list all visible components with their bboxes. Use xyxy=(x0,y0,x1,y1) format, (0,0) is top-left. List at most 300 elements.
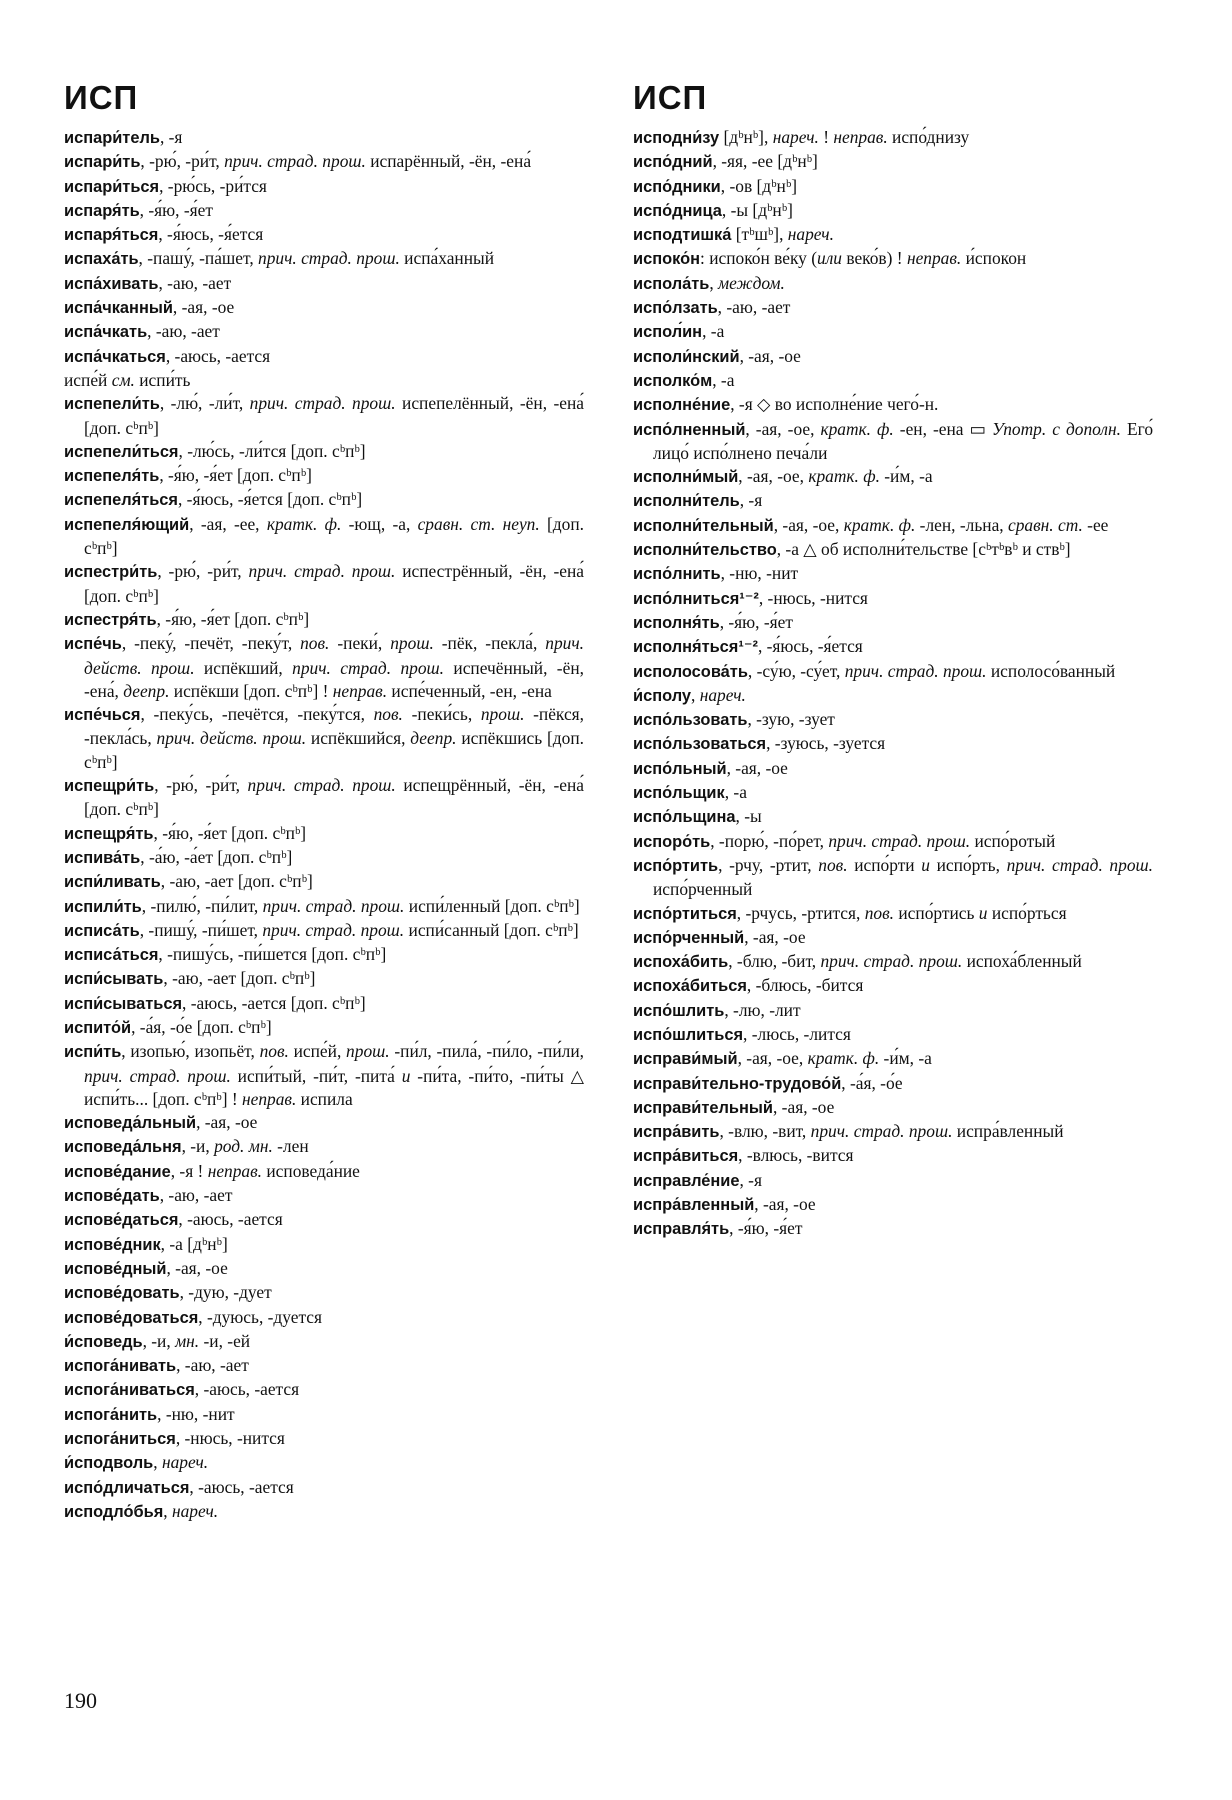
dictionary-entry xyxy=(64,1476,584,1500)
entry-text: , -ню, -нит xyxy=(720,563,799,584)
headword: испепеля́ться xyxy=(64,491,178,510)
headword: испепеля́ть xyxy=(64,467,160,486)
headword: испоха́бить xyxy=(633,953,729,972)
dictionary-entry xyxy=(64,199,584,223)
entry-text: испепелённый, -ён, -ена́ [доп. сᵇпᵇ] xyxy=(84,393,584,438)
headword: испове́дать xyxy=(64,1187,160,1206)
dictionary-entry xyxy=(633,732,1153,756)
headword: испога́ниваться xyxy=(64,1381,195,1400)
dictionary-entry xyxy=(633,854,1153,902)
entry-text: , -ню, -нит xyxy=(157,1403,235,1424)
headword: исповеда́льный xyxy=(64,1114,197,1133)
running-header-right: ИСП xyxy=(633,79,708,116)
grammar-note: пов. xyxy=(864,902,895,923)
entry-text: испе́й xyxy=(64,369,112,390)
entry-text: [дᵇнᵇ], xyxy=(719,127,773,147)
entry-text: -ее xyxy=(1082,514,1109,535)
entry-text: -пи́та, -пи́то, -пи́ты △ испи́ть... [доп. сᵇпᵇ] ! xyxy=(84,1065,584,1109)
dictionary-entry xyxy=(633,1144,1153,1168)
entry-text: -и́м, -а xyxy=(879,466,933,487)
grammar-note: прич. страд. прош. xyxy=(84,1065,231,1086)
dictionary-entry xyxy=(633,175,1153,199)
headword: испестри́ть xyxy=(64,563,158,582)
grammar-note: прош. xyxy=(346,1041,390,1062)
dictionary-entry xyxy=(64,1403,584,1427)
entry-text: , -а △ об исполни́тельстве [сᵇтᵇвᵇ и ствᵇ] xyxy=(776,539,1071,560)
entry-text: испила xyxy=(296,1088,353,1109)
entry-text: , -я́юсь, -я́ется xyxy=(158,224,264,245)
entry-text: , -я́ю, -я́ет [доп. сᵇпᵇ] xyxy=(159,465,312,486)
entry-text: , -ов [дᵇнᵇ] xyxy=(720,175,798,196)
grammar-note: род. мн. xyxy=(214,1136,273,1157)
dictionary-entry xyxy=(64,175,584,199)
headword: испра́вленный xyxy=(633,1196,755,1215)
dictionary-entry xyxy=(64,320,584,344)
headword: испо́лнить xyxy=(633,565,721,584)
grammar-note: деепр. xyxy=(123,680,170,701)
grammar-note: пов. xyxy=(373,704,403,725)
grammar-note: кратк. ф. xyxy=(266,513,342,534)
headword: испо́льщина xyxy=(633,808,736,827)
entry-text: : испоко́н ве́ку ( xyxy=(700,248,818,269)
dictionary-entry xyxy=(633,1120,1153,1144)
dictionary-entry xyxy=(633,830,1153,854)
entry-text: испе́ченный, -ен, -ена xyxy=(387,680,552,701)
dictionary-entry xyxy=(633,1072,1153,1096)
headword: испили́ть xyxy=(64,897,142,916)
grammar-note: неправ. xyxy=(906,248,962,269)
dictionary-entry xyxy=(64,440,584,464)
headword: испи́ть xyxy=(64,1043,122,1062)
headword: испаха́ть xyxy=(64,250,139,269)
running-header-left: ИСП xyxy=(64,79,139,116)
grammar-note: прош. xyxy=(390,633,434,654)
headword: испо́лзать xyxy=(633,299,718,318)
entry-text: -пи́л, -пила́, -пи́ло, -пи́ли, xyxy=(389,1041,584,1062)
dictionary-entry xyxy=(64,1354,584,1378)
entry-text: , -а́ю, -а́ет [доп. сᵇпᵇ] xyxy=(140,846,293,867)
dictionary-entry xyxy=(64,488,584,512)
entry-text: , -дую, -дует xyxy=(179,1282,272,1303)
dictionary-entry xyxy=(64,1040,584,1111)
entry-text: , -рю́сь, -ри́тся xyxy=(159,175,267,196)
headword: испо́льзовать xyxy=(633,711,748,730)
headword: исписа́ть xyxy=(64,921,140,940)
grammar-note: сравн. ст. неуп. xyxy=(417,513,540,534)
dictionary-entry xyxy=(633,223,1153,247)
dictionary-entry xyxy=(64,1111,584,1135)
dictionary-entry xyxy=(64,513,584,561)
dictionary-entry xyxy=(64,967,584,991)
entry-text: , -я́юсь, -я́ется xyxy=(757,636,863,657)
dictionary-entry xyxy=(64,1306,584,1330)
entry-text: , -ая, -ое, xyxy=(745,418,821,439)
entry-text: , -ая, -ое, xyxy=(737,1048,808,1069)
entry-text: , -аю, -ает xyxy=(159,1185,233,1206)
headword: испо́льный xyxy=(633,759,727,778)
dictionary-entry xyxy=(64,247,584,271)
dictionary-entry xyxy=(633,1193,1153,1217)
dictionary-entry xyxy=(633,199,1153,223)
entry-text: , -а́я, -о́е xyxy=(841,1072,903,1093)
headword: испива́ть xyxy=(64,848,141,867)
grammar-note: прич. действ. прош. xyxy=(84,633,584,678)
headword: исполня́ть xyxy=(633,613,720,632)
entry-text: , -аю, -ает xyxy=(147,321,220,342)
entry-text: , -дуюсь, -дуется xyxy=(198,1306,322,1327)
entry-text: , -аю, -ает [доп. сᵇпᵇ] xyxy=(163,968,316,989)
entry-text: ! xyxy=(818,127,834,147)
entry-text: , xyxy=(709,272,719,293)
entry-text: , -блюсь, -бится xyxy=(746,975,864,996)
entry-text: , -я́ю, -я́ет [доп. сᵇпᵇ] xyxy=(156,608,310,629)
entry-text: , -я xyxy=(159,127,183,147)
entry-text: испи́тый, -пи́т, -пита́ xyxy=(230,1065,402,1086)
headword: испра́виться xyxy=(633,1147,739,1166)
headword: испари́тель xyxy=(64,129,160,147)
entry-text: , -порю́, -по́рет, xyxy=(710,830,829,851)
headword: исполни́тельный xyxy=(633,516,774,535)
entry-text: , xyxy=(691,684,700,705)
dictionary-entry xyxy=(633,926,1153,950)
grammar-note: прич. страд. прош. xyxy=(292,657,445,678)
entry-text: , -ая, -ое xyxy=(172,297,235,318)
dictionary-entry xyxy=(633,489,1153,513)
entry-text: , xyxy=(153,1452,162,1473)
entry-text: исповеда́ние xyxy=(262,1160,360,1181)
headword: испове́доваться xyxy=(64,1308,199,1327)
entry-text: , -а xyxy=(724,782,747,803)
entry-text: испестрённый, -ён, -ена́ [доп. сᵇпᵇ] xyxy=(84,561,584,606)
dictionary-entry xyxy=(633,345,1153,369)
entry-text: испо́рти xyxy=(847,854,922,875)
headword: исписа́ться xyxy=(64,946,159,965)
headword: исправле́ние xyxy=(633,1171,740,1190)
grammar-note: и xyxy=(978,902,988,923)
dictionary-entry xyxy=(64,1281,584,1305)
dictionary-entry xyxy=(64,223,584,247)
headword: исподло́бья xyxy=(64,1502,164,1521)
headword: испо́дличаться xyxy=(64,1478,190,1497)
entry-text: , -я́ю, -я́ет xyxy=(719,611,793,632)
dictionary-entry xyxy=(64,1135,584,1159)
entry-text: испёкши [доп. сᵇпᵇ] ! xyxy=(169,680,333,701)
dictionary-entry xyxy=(64,464,584,488)
grammar-note: мн. xyxy=(175,1330,200,1351)
entry-text: , -ая, -ое xyxy=(166,1257,228,1278)
entries-right xyxy=(633,126,1153,1242)
headword: испоха́биться xyxy=(633,977,747,996)
entry-text: , -лю́сь, -ли́тся [доп. сᵇпᵇ] xyxy=(178,440,366,461)
headword: испепеля́ющий xyxy=(64,515,190,534)
entry-text: -и́м, -а xyxy=(879,1048,932,1069)
headword: испо́дний xyxy=(633,153,713,172)
entry-text: Его́ лицо́ испо́лнено печа́ли xyxy=(653,418,1154,463)
grammar-note: прич. страд. прош. xyxy=(1006,854,1153,875)
dictionary-entry xyxy=(64,369,584,392)
entry-text: -пеки́сь, xyxy=(402,704,481,725)
dictionary-entry xyxy=(64,1427,584,1451)
entry-text: , -аю, -ает xyxy=(176,1355,249,1376)
entry-text: , -нюсь, -нится xyxy=(175,1428,285,1449)
dictionary-entry xyxy=(64,1233,584,1257)
dictionary-entry xyxy=(64,895,584,919)
grammar-note: неправ. xyxy=(207,1160,263,1181)
grammar-note: прич. страд. прош. xyxy=(224,151,366,172)
headword: исправи́тельный xyxy=(633,1098,773,1117)
headword: исполни́тель xyxy=(633,492,740,511)
headword: испа́чкать xyxy=(64,323,148,342)
dictionary-entry xyxy=(64,943,584,967)
entry-text: , -я́юсь, -я́ется [доп. сᵇпᵇ] xyxy=(177,489,363,510)
dictionary-entry xyxy=(633,805,1153,829)
headword: испове́дание xyxy=(64,1162,171,1181)
entry-text: -и, -ей xyxy=(199,1330,251,1351)
entry-text: , -зую, -зует xyxy=(747,709,835,730)
dictionary-entry xyxy=(633,708,1153,732)
entry-text: , -лю́, -ли́т, xyxy=(159,393,250,414)
headword: исполко́м xyxy=(633,371,713,390)
grammar-note: и xyxy=(401,1065,411,1086)
grammar-note: прич. страд. прош. xyxy=(820,951,963,972)
headword: испове́дный xyxy=(64,1259,167,1278)
dictionary-entry xyxy=(64,1451,584,1475)
entry-text: испо́ротый xyxy=(970,830,1056,851)
headword: испаря́ть xyxy=(64,201,140,220)
dictionary-entry xyxy=(64,1184,584,1208)
dictionary-entry xyxy=(633,1169,1153,1193)
entry-text: , -ая, -ое xyxy=(726,757,788,778)
entry-text: , -аюсь, -ается [доп. сᵇпᵇ] xyxy=(182,992,366,1013)
entry-text: , -а xyxy=(702,321,725,342)
headword: исправля́ть xyxy=(633,1220,730,1239)
grammar-note: прич. страд. прош. xyxy=(262,919,405,940)
entry-text: , -ая, -ое xyxy=(739,345,801,366)
headword: испепели́ть xyxy=(64,395,160,414)
entry-text: -ен, -ена ▭ xyxy=(893,418,992,439)
headword: исправи́тельно-трудово́й xyxy=(633,1074,842,1093)
entry-text: , -я ◇ во исполне́ние чего́-н. xyxy=(730,394,939,415)
entry-text: , -пишу́, -пи́шет, xyxy=(139,919,263,940)
entry-text: испечённый, -ён, -ена́, xyxy=(84,657,584,701)
dictionary-entry xyxy=(64,126,584,150)
entry-text: , -рчу, -ртит, xyxy=(718,854,819,875)
entry-text: -пеки́, xyxy=(329,633,391,654)
entry-text: испо́рть, xyxy=(929,854,1007,875)
grammar-note: деепр. xyxy=(410,728,457,749)
headword: испове́дник xyxy=(64,1235,161,1254)
dictionary-entry xyxy=(64,870,584,894)
entry-text: , -ая, -ое xyxy=(744,926,806,947)
grammar-note: прош. xyxy=(480,704,525,725)
grammar-note: нареч. xyxy=(171,1500,219,1521)
dictionary-entry xyxy=(633,611,1153,635)
entry-text: [тᵇшᵇ], xyxy=(731,224,788,245)
entry-text: , -ы xyxy=(735,806,762,827)
grammar-note: нареч. xyxy=(772,127,819,147)
entry-text: , -су́ю, -су́ет, xyxy=(747,660,845,681)
entry-text: , -зуюсь, -зуется xyxy=(766,733,886,754)
entry-text: , -я́ю, -я́ет xyxy=(729,1218,803,1239)
dictionary-entry xyxy=(633,538,1153,562)
grammar-note: нареч. xyxy=(699,684,746,705)
entry-text: , -яя, -ее [дᵇнᵇ] xyxy=(712,151,818,172)
dictionary-entry xyxy=(633,126,1153,150)
dictionary-entry xyxy=(64,1330,584,1354)
grammar-note: кратк. ф. xyxy=(808,466,880,487)
dictionary-entry xyxy=(633,660,1153,684)
entry-text: испоха́бленный xyxy=(962,951,1082,972)
entry-text: , -ая, -ое xyxy=(754,1194,816,1215)
headword: исполни́мый xyxy=(633,468,739,487)
headword: испещри́ть xyxy=(64,777,155,796)
entry-text: , -ая, -ее, xyxy=(189,513,267,534)
headword: исправи́мый xyxy=(633,1050,738,1069)
dictionary-entry xyxy=(633,587,1153,611)
entry-text: , -а́я, -о́е [доп. сᵇпᵇ] xyxy=(131,1016,272,1037)
entry-text: веко́в) ! xyxy=(842,248,907,269)
headword: испога́нить xyxy=(64,1405,158,1424)
dictionary-entry xyxy=(633,974,1153,998)
entry-text: , -аю, -ает [доп. сᵇпᵇ] xyxy=(160,871,313,892)
headword: испа́чкаться xyxy=(64,347,166,366)
entry-text: испи́ленный [доп. сᵇпᵇ] xyxy=(404,895,580,916)
entry-text: , -ая, -ое, xyxy=(738,466,809,487)
entry-text: испа́ханный xyxy=(399,248,495,269)
entry-text: , -и, xyxy=(181,1136,215,1157)
dictionary-entry xyxy=(633,950,1153,974)
grammar-note: прич. страд. прош. xyxy=(258,248,400,269)
grammar-note: нареч. xyxy=(787,224,834,245)
entry-text: , -нюсь, -нится xyxy=(758,587,868,608)
dictionary-entry xyxy=(64,1208,584,1232)
entry-text: , -а [дᵇнᵇ] xyxy=(160,1233,228,1254)
dictionary-entry xyxy=(633,781,1153,805)
grammar-note: кратк. ф. xyxy=(820,418,894,439)
dictionary-entry xyxy=(64,1257,584,1281)
headword: испо́шлиться xyxy=(633,1025,744,1044)
entry-text: -лен, -льна, xyxy=(915,514,1008,535)
entry-text: испо́рться xyxy=(987,902,1067,923)
dictionary-entry xyxy=(64,632,584,703)
entry-text: и́спокон xyxy=(961,248,1027,269)
entry-text: , -и, xyxy=(142,1330,176,1351)
dictionary-entry xyxy=(64,345,584,369)
headword: испаря́ться xyxy=(64,226,159,245)
entry-text: испи́ть xyxy=(134,369,191,390)
headword: испо́ртить xyxy=(633,856,719,875)
dictionary-entry xyxy=(64,1160,584,1184)
headword: исполни́тельство xyxy=(633,541,777,560)
headword: исполня́ться¹⁻² xyxy=(633,638,758,657)
dictionary-entry xyxy=(64,560,584,608)
headword: и́сполу xyxy=(633,686,692,705)
entry-text: , -я xyxy=(739,1169,762,1190)
entry-text: , -я ! xyxy=(170,1160,208,1181)
dictionary-entry xyxy=(633,757,1153,781)
grammar-note: неправ. xyxy=(332,680,388,701)
headword: испари́ться xyxy=(64,177,160,196)
dictionary-entry xyxy=(64,296,584,320)
entry-text: , -блю, -бит, xyxy=(728,951,821,972)
headword: исподни́зу xyxy=(633,129,720,147)
headword: испещря́ть xyxy=(64,824,154,843)
dictionary-entry xyxy=(64,150,584,174)
entry-text: , -ая, -ое xyxy=(772,1096,835,1117)
dictionary-entry xyxy=(633,247,1153,271)
dictionary-entry xyxy=(633,150,1153,174)
dictionary-entry xyxy=(64,392,584,440)
entry-text: , -рю́, -ри́т, xyxy=(140,151,225,172)
entry-text: , изопью́, изопьёт, xyxy=(121,1041,260,1062)
headword: испестря́ть xyxy=(64,610,157,629)
entry-text: исполосо́ванный xyxy=(986,660,1116,681)
headword: испо́дница xyxy=(633,201,722,220)
right-column xyxy=(633,70,1153,1242)
entry-text: , -я́ю, -я́ет xyxy=(139,199,213,220)
dictionary-entry xyxy=(633,393,1153,417)
entry-text: , -ая, -ое, xyxy=(773,514,844,535)
grammar-note: прич. страд. прош. xyxy=(248,561,396,582)
grammar-note: междом. xyxy=(718,272,785,293)
headword: испа́чканный xyxy=(64,299,173,318)
dictionary-entry xyxy=(633,1096,1153,1120)
grammar-note: прич. страд. прош. xyxy=(828,830,971,851)
grammar-note: или xyxy=(817,248,842,269)
grammar-note: прич. действ. прош. xyxy=(156,728,307,749)
grammar-note: нареч. xyxy=(161,1452,209,1473)
entry-text: , -ая, -ое xyxy=(196,1112,258,1133)
entry-text: , -лю, -лит xyxy=(724,999,801,1020)
entry-text: , -влю, -вит, xyxy=(719,1121,811,1142)
entry-text: , -аю, -ает xyxy=(717,297,791,318)
grammar-note: прич. страд. прош. xyxy=(810,1121,953,1142)
headword: испо́лненный xyxy=(633,420,746,439)
dictionary-entry xyxy=(633,514,1153,538)
headword: испол́ин xyxy=(633,323,703,342)
grammar-note: кратк. ф. xyxy=(807,1048,880,1069)
dictionary-entry xyxy=(64,272,584,296)
dictionary-entry xyxy=(633,418,1153,466)
entry-text: -лен xyxy=(272,1136,309,1157)
dictionary-entry xyxy=(633,1047,1153,1071)
dictionary-entry xyxy=(633,369,1153,393)
headword: исполосова́ть xyxy=(633,662,748,681)
dictionary-entry xyxy=(64,919,584,943)
dictionary-entry xyxy=(633,562,1153,586)
entry-text: , -аюсь, -ается xyxy=(194,1379,300,1400)
headword: испари́ть xyxy=(64,153,141,172)
headword: испове́даться xyxy=(64,1211,179,1230)
grammar-note: Употр. с дополн. xyxy=(991,418,1121,439)
entry-text: , -пишу́сь, -пи́шется [доп. сᵇпᵇ] xyxy=(158,944,387,965)
entry-text: , -ы [дᵇнᵇ] xyxy=(721,199,793,220)
headword: испо́льщик xyxy=(633,784,725,803)
headword: испе́чься xyxy=(64,706,141,725)
headword: испи́сывать xyxy=(64,970,164,989)
grammar-note: см. xyxy=(111,369,135,390)
entry-text: , -а xyxy=(712,369,735,390)
grammar-note: прич. страд. прош. xyxy=(262,895,405,916)
headword: и́споведь xyxy=(64,1332,143,1351)
grammar-note: неправ. xyxy=(833,127,888,147)
grammar-note: прич. страд. прош. xyxy=(249,393,396,414)
headword: испе́чь xyxy=(64,635,122,654)
grammar-note: пов. xyxy=(818,854,848,875)
dictionary-entry xyxy=(633,465,1153,489)
headword: исполи́нский xyxy=(633,347,740,366)
entry-text: испёкшийся, xyxy=(306,728,411,749)
